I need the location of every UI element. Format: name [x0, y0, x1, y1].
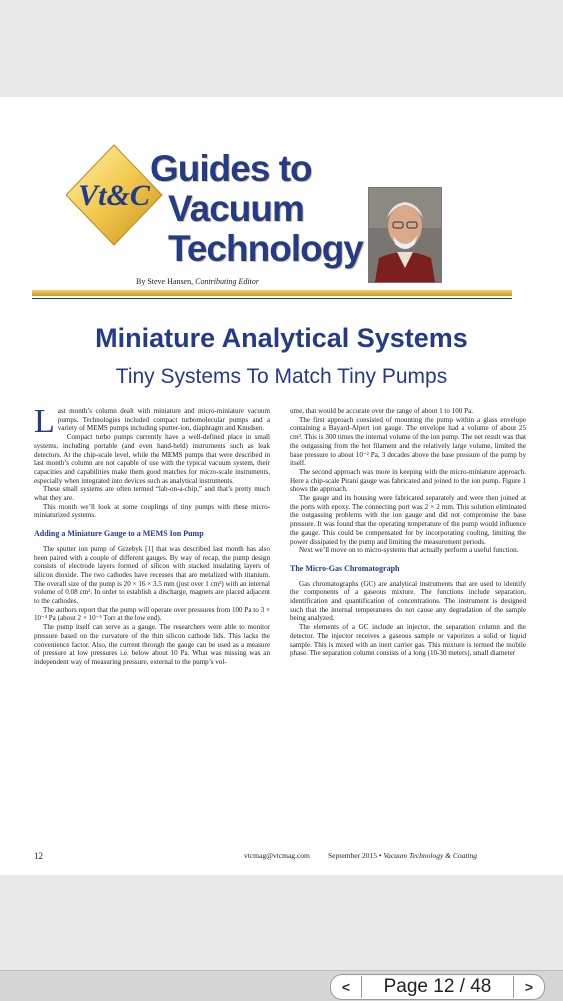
paragraph: Last month’s column dealt with miniature and micro-miniature vacuum pumps. Technologies included compact turbomolecular pumps and a variety of MEMS pumps including sputter-ion, diaphragm and Knudsen.: [34, 403, 270, 440]
byline-role: Contributing Editor: [195, 277, 259, 286]
paragraph: The second approach was more in keeping with the micro-miniature approach. Here a chip-scale Pirani gauge was fabricated and joined to the ion pump. Figure 1 shows the approach.: [290, 467, 526, 494]
column-title-line-2: Vacuum: [168, 188, 304, 229]
drop-cap: L: [34, 403, 55, 440]
paragraph: Compact turbo pumps currently have a well-defined place in small systems, including portable (and even hand-held) instruments such as leak detectors. At the chip-scale level, while the MEMS pumps that were described in last month’s column are not capable of use with the typical vacuum system, their capacities and capabilities make them good matches for micro-scale instruments, especially when integrated into devices such as analytical instruments.: [34, 433, 270, 485]
footer-email: vtcmag@vtcmag.com: [244, 851, 310, 860]
previous-page-button[interactable]: <: [331, 976, 362, 998]
page-number: 12: [34, 851, 43, 861]
paragraph: The first approach consisted of mounting the pump within a glass envelope containing a Bayard-Alpert ion gauge. The envelope had a volume of about 25 cm³. This is 300 times the internal volume of the ion pump. The net result was that the outgassing from the hot filament and the relatively large volume, limited the base pressure to about 10⁻² Pa, 3 decades above the base pressure of the pump by itself.: [290, 415, 526, 468]
viewer-toolbar: [0, 970, 563, 1001]
footer-date: September 2015 • Vacuum Technology & Coating: [328, 851, 478, 860]
paragraph: The sputter ion pump of Grzebyk [1] that was described last month has also been paired with a couple of different gauges. By way of recap, the pump design consists of electrode layers formed of silicon with stacked insulating layers of silicon dioxide. The two cathodes have recesses that are metalized with titanium. The overall size of the pump is 20 × 16 × 3.5 mm (just over 1 cm³) with an internal volume of 0.08 cm³. In order to establish a discharge, magnets are placed adjacent to the cathodes.: [34, 544, 270, 606]
column-title-line-3: Technology: [168, 228, 363, 269]
paragraph: ume, that would be accurate over the range of about 1 to 100 Pa.: [290, 407, 473, 415]
footer-publication: Vacuum Technology & Coating: [383, 851, 478, 860]
right-column: [290, 407, 526, 658]
header-rule-line: [32, 298, 512, 299]
logo-lettering: Vt&C: [78, 179, 150, 212]
column-title-line-1: Guides to: [150, 148, 312, 189]
paragraph: Next we’ll move on to micro-systems that actually perform a useful function.: [299, 546, 519, 555]
page-navigator: [330, 974, 545, 1000]
left-column: [34, 403, 270, 667]
article-subtitle: Tiny Systems To Match Tiny Pumps: [115, 365, 448, 388]
paragraph: The gauge and its housing were fabricated separately and were then joined at the ports with epoxy. The connecting port was 2 × 2 mm. This solution eliminated the outgassing problems with the ion gauge and did not compromise the base pressure. It was found that the operating temperature of the pump would influence the gauge. This could be compensated for by incorporating cooling, limiting the power dissipated by the pump and limiting the measurement periods.: [290, 494, 526, 546]
byline-prefix: By Steve Hansen,: [136, 277, 194, 286]
page-indicator: Page 12 / 48: [383, 976, 492, 997]
magazine-page: [0, 97, 563, 875]
byline: [136, 277, 259, 286]
author-photo: [368, 187, 442, 283]
paragraph: The pump itself can serve as a gauge. The researchers were able to monitor pressure based on the curvature of the thin silicon cathode lids. This lacks the convenience factor. Also, the current through the gauge can be used as a measure of pressure at low pressures i.e. below about 10 Pa. What was missing was an independent way of measuring pressure, external to the pump’s vol-: [34, 623, 270, 666]
paragraph: These small systems are often termed “lab-on-a-chip,” and that’s pretty much what they are.: [34, 485, 270, 503]
paragraph: The authors report that the pump will operate over pressures from 100 Pa to 3 × 10⁻³ Pa (about 2 × 10⁻⁵ Torr at the low end).: [34, 605, 270, 623]
section-heading: The Micro-Gas Chromatograph: [290, 563, 400, 573]
paragraph: The elements of a GC include an injector, the separation column and the detector. The injector receives a gaseous sample or vaporizes a solid or liquid sample. This is mixed with an inert carrier gas. This mixture is termed the mobile phase. The separation column consists of a long (10-30 meters), small diameter: [290, 623, 526, 658]
next-page-button[interactable]: >: [513, 976, 544, 998]
paragraph: This month we’ll look at some couplings of tiny pumps with these micro-miniaturized systems.: [34, 502, 270, 520]
section-heading: Adding a Miniature Gauge to a MEMS Ion Pump: [34, 529, 204, 539]
paragraph: Gas chromatographs (GC) are analytical instruments that are used to identify the components of a gaseous mixture. The functions include separation, identification and quantification of concentrations. The instrument is designed such that the internal temperatures do not cause any degradation of the sample being analyzed.: [290, 579, 526, 623]
article-title: Miniature Analytical Systems: [95, 323, 468, 353]
header-rule: [32, 290, 512, 296]
column-title: [150, 148, 363, 269]
